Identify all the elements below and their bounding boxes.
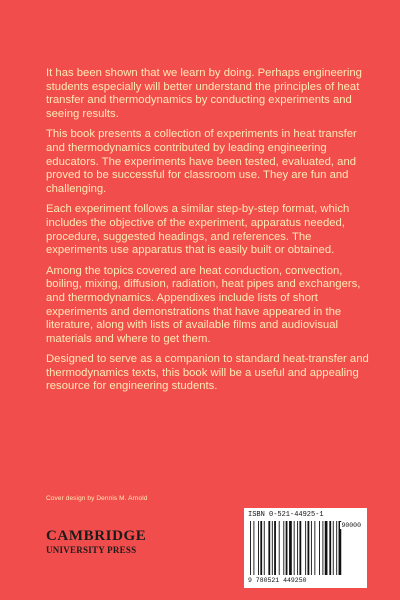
blurb-paragraph-2: This book presents a collection of experiments in heat transfer and thermodynamics contributed by leading engineering educators. The experiments have been tested, evaluated, and proved to be successful for classroom use. They are fun and challenging.: [46, 128, 357, 195]
publisher-name: CAMBRIDGE: [46, 528, 147, 544]
barcode-number: 9 780521 449250: [248, 577, 307, 584]
publisher-subname: UNIVERSITY PRESS: [46, 545, 137, 555]
back-cover-blurb: [46, 67, 371, 401]
isbn-label: ISBN 0-521-44925-1: [248, 511, 324, 519]
price-code: 90000: [341, 522, 361, 529]
barcode-block: [244, 508, 367, 588]
blurb-paragraph-1: It has been shown that we learn by doing. Perhaps engineering students especially will better understand the principles of heat transfer and thermodynamics by conducting experiments and seeing results.: [46, 67, 362, 120]
cover-design-credit: Cover design by Dennis M. Arnold: [46, 495, 148, 502]
blurb-paragraph-3: Each experiment follows a similar step-by-step format, which includes the objective of the experiment, apparatus needed, procedure, suggested headings, and references. The experiments use apparatus that is easily built or obtained.: [46, 203, 350, 257]
publisher-logo: [46, 529, 146, 555]
blurb-paragraph-4: Among the topics covered are heat conduction, convection, boiling, mixing, diffusion, radiation, heat pipes and exchangers, and thermodynamics. Appendixes include lists of short experiments and demonstrations that have appeared in the literature, along with lists of available films and audiovisual materials and where to get them.: [46, 264, 361, 345]
blurb-paragraph-5: Designed to serve as a companion to standard heat-transfer and thermodynamics texts, this book will be a useful and appealing resource for engineering students.: [46, 353, 369, 393]
